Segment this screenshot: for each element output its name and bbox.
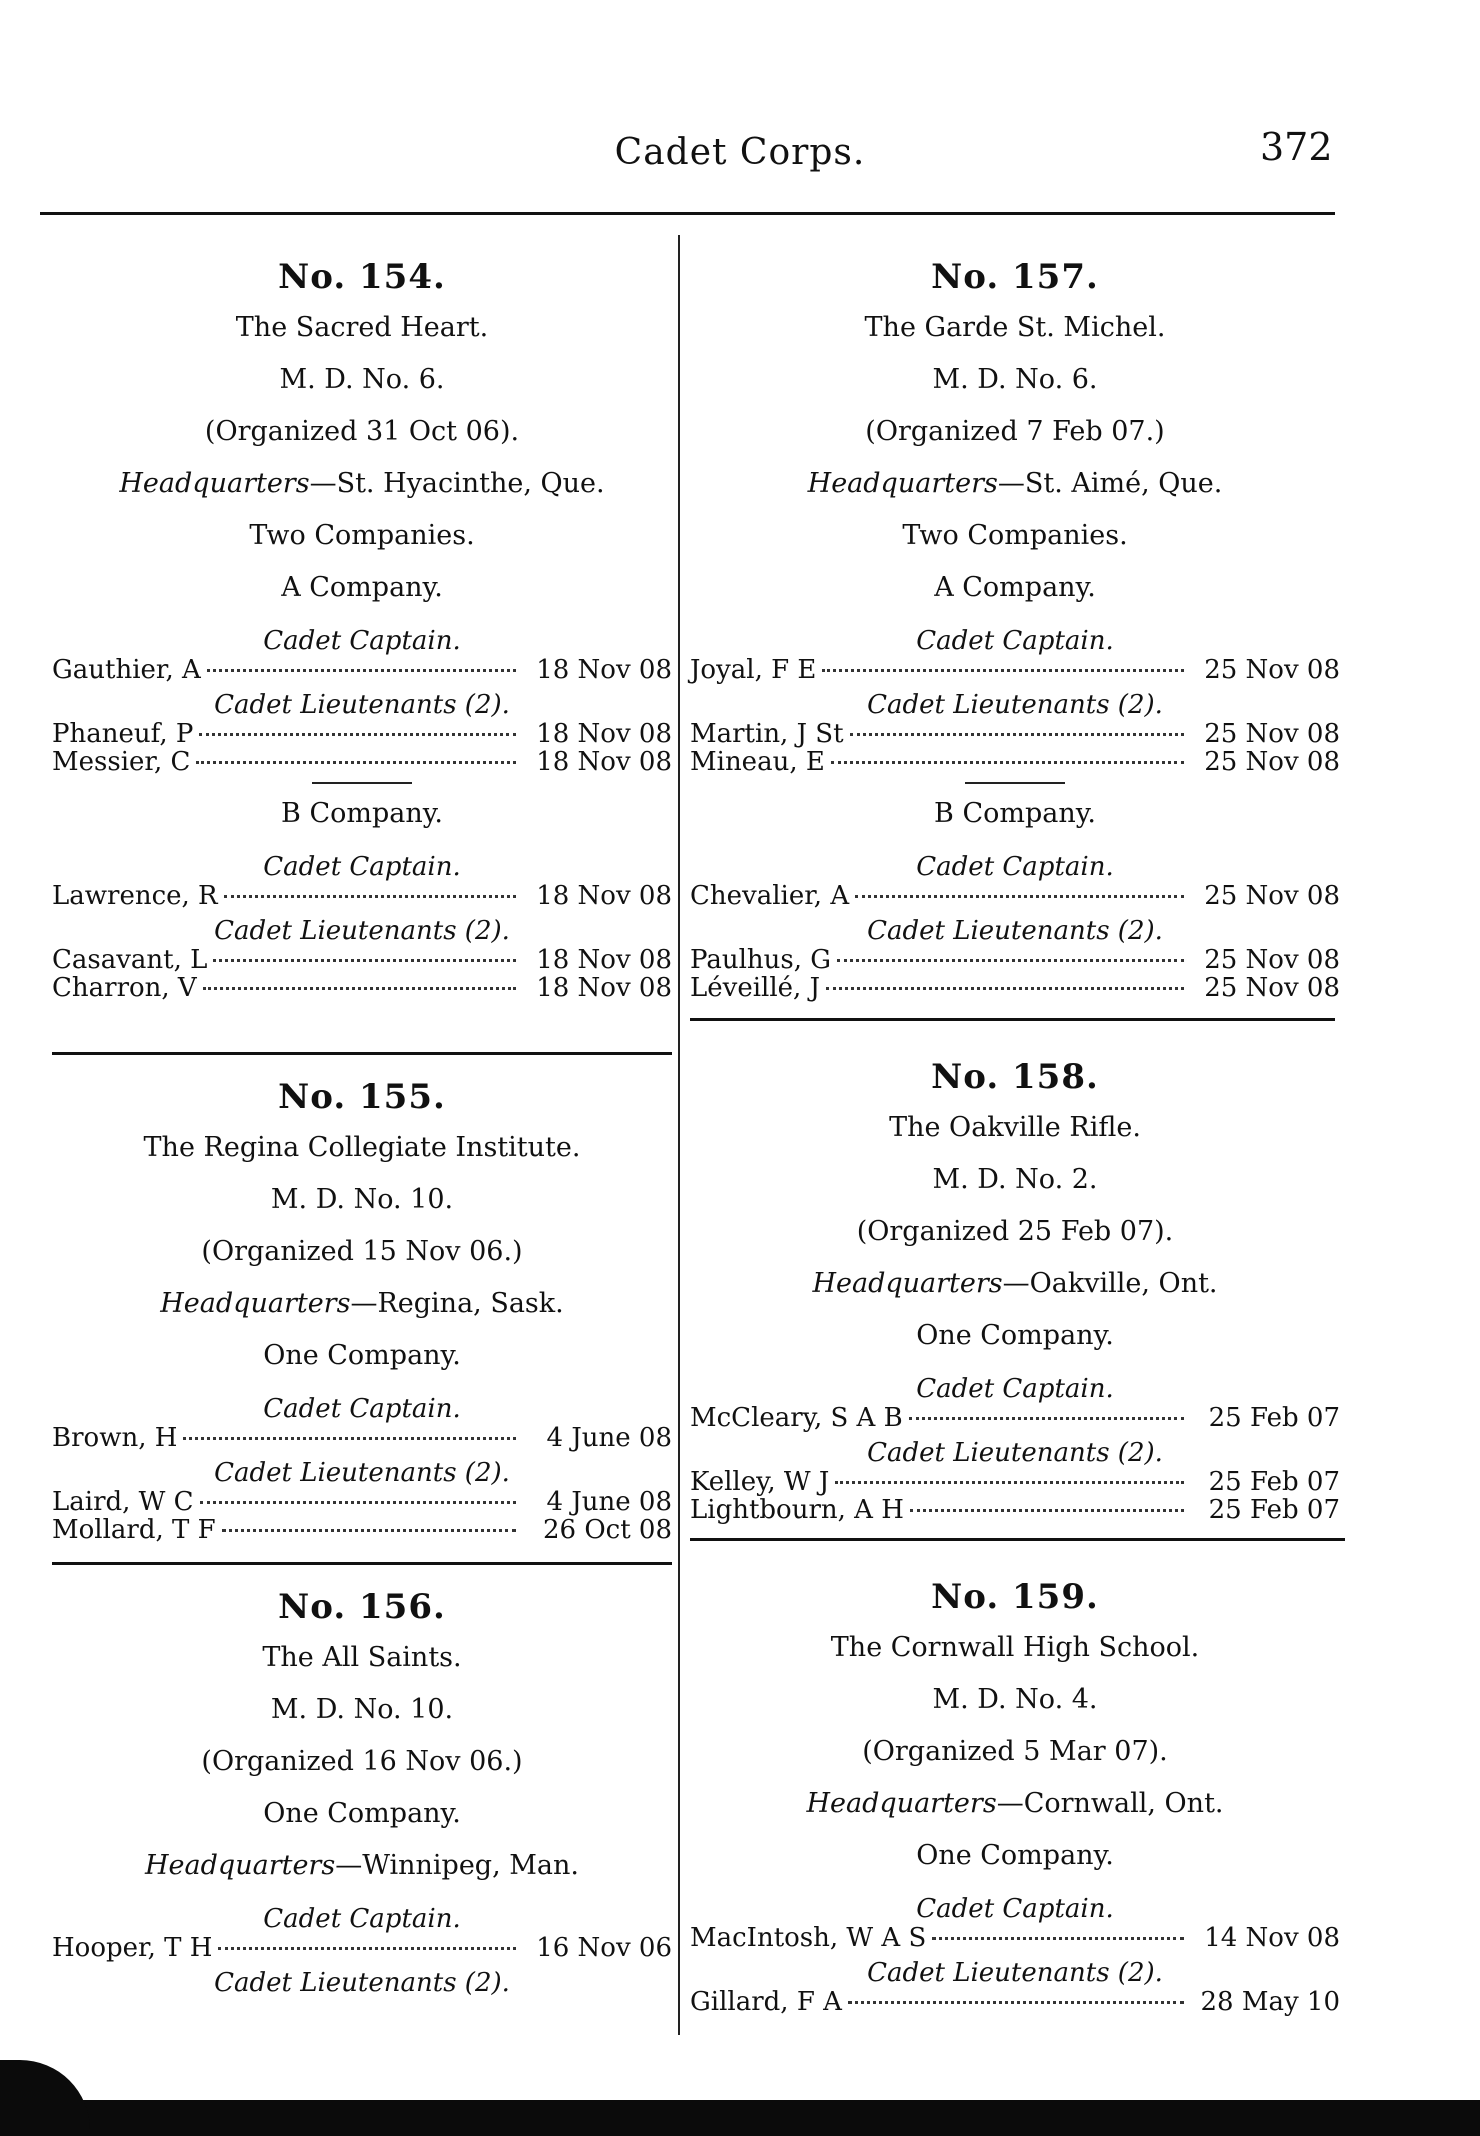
officer-name: Gauthier, A — [52, 655, 201, 685]
officer-row — [52, 1424, 672, 1452]
corps-name: The Cornwall High School. — [830, 1632, 1200, 1663]
officer-date: 25 Nov 08 — [1204, 973, 1340, 1003]
dot-leader — [837, 959, 1184, 962]
officer-row — [52, 946, 672, 974]
headquarters-value: —St. Hyacinthe, Que. — [309, 468, 605, 499]
officer-row — [52, 1488, 672, 1516]
scan-corner-shadow — [0, 2060, 90, 2136]
officer-name: Charron, V — [52, 973, 197, 1003]
headquarters-value: —Cornwall, Ont. — [996, 1788, 1224, 1819]
officer-date: 18 Nov 08 — [536, 747, 672, 777]
officer-name: Mineau, E — [690, 747, 825, 777]
rank-heading: Cadet Captain. — [263, 852, 461, 882]
officer-row — [690, 1404, 1340, 1432]
officer-date: 18 Nov 08 — [536, 945, 672, 975]
corps-entry — [52, 252, 672, 1002]
headquarters — [52, 464, 672, 516]
officer-date: 18 Nov 08 — [536, 973, 672, 1003]
officer-row — [52, 720, 672, 748]
rank-heading: Cadet Lieutenants (2). — [867, 1438, 1163, 1468]
headquarters — [52, 1846, 672, 1898]
rank-heading: Cadet Lieutenants (2). — [867, 916, 1163, 946]
headquarters — [690, 464, 1340, 516]
military-district: M. D. No. 6. — [279, 364, 445, 395]
section-rule — [690, 1538, 1345, 1541]
officer-name: Léveillé, J — [690, 973, 821, 1003]
officer-date: 14 Nov 08 — [1204, 1923, 1340, 1953]
corps-entry — [690, 1572, 1340, 2016]
organized-date: (Organized 7 Feb 07.) — [865, 416, 1165, 447]
dot-leader — [224, 895, 516, 898]
company-heading: B Company. — [281, 798, 443, 829]
scan-edge-shadow — [0, 2100, 1480, 2136]
dot-leader — [199, 733, 516, 736]
officer-name: Phaneuf, P — [52, 719, 194, 749]
company-separator — [965, 782, 1065, 784]
corps-number: No. 155. — [278, 1077, 446, 1117]
section-rule — [690, 1018, 1335, 1021]
dot-leader — [207, 669, 516, 672]
officer-date: 25 Nov 08 — [1204, 747, 1340, 777]
organized-date: (Organized 25 Feb 07). — [856, 1216, 1174, 1247]
rank-heading: Cadet Lieutenants (2). — [214, 690, 510, 720]
officer-name: MacIntosh, W A S — [690, 1923, 927, 1953]
organized-date: (Organized 15 Nov 06.) — [201, 1236, 523, 1267]
rank-heading: Cadet Lieutenants (2). — [214, 916, 510, 946]
officer-date: 25 Feb 07 — [1208, 1403, 1340, 1433]
company-count: One Company. — [263, 1340, 461, 1371]
officer-row — [690, 882, 1340, 910]
officer-row — [690, 656, 1340, 684]
officer-row — [690, 1924, 1340, 1952]
dot-leader — [848, 2001, 1184, 2004]
officer-name: Brown, H — [52, 1423, 178, 1453]
dot-leader — [826, 987, 1184, 990]
dot-leader — [196, 761, 516, 764]
officer-row — [690, 748, 1340, 776]
officer-date: 28 May 10 — [1200, 1987, 1340, 2017]
dot-leader — [835, 1481, 1184, 1484]
headquarters-label: Headquarters — [119, 468, 310, 499]
headquarters-value: —Winnipeg, Man. — [335, 1850, 579, 1881]
officer-row — [52, 1934, 672, 1962]
company-heading: A Company. — [934, 572, 1096, 603]
section-rule — [52, 1052, 672, 1055]
officer-name: Hooper, T H — [52, 1933, 213, 1963]
dot-leader — [932, 1937, 1184, 1940]
officer-row — [690, 1496, 1340, 1524]
rank-heading: Cadet Captain. — [916, 852, 1114, 882]
corps-name: The Regina Collegiate Institute. — [143, 1132, 581, 1163]
corps-entry — [52, 1072, 672, 1544]
rank-heading: Cadet Captain. — [263, 1394, 461, 1424]
column-divider — [678, 235, 680, 2035]
company-count: Two Companies. — [249, 520, 475, 551]
dot-leader — [218, 1947, 516, 1950]
section-rule — [52, 1562, 672, 1565]
officer-name: Martin, J St — [690, 719, 844, 749]
military-district: M. D. No. 4. — [932, 1684, 1098, 1715]
page-number: 372 — [1260, 125, 1333, 169]
company-separator — [312, 782, 412, 784]
headquarters-label: Headquarters — [160, 1288, 351, 1319]
headquarters — [690, 1784, 1340, 1836]
dot-leader — [910, 1509, 1184, 1512]
headquarters-label: Headquarters — [807, 468, 998, 499]
dot-leader — [909, 1417, 1184, 1420]
company-count: One Company. — [916, 1840, 1114, 1871]
dot-leader — [822, 669, 1184, 672]
dot-leader — [183, 1437, 516, 1440]
corps-name: The Garde St. Michel. — [864, 312, 1166, 343]
corps-number: No. 158. — [931, 1057, 1099, 1097]
company-heading: A Company. — [281, 572, 443, 603]
officer-row — [690, 1988, 1340, 2016]
company-heading: B Company. — [934, 798, 1096, 829]
officer-name: Joyal, F E — [690, 655, 817, 685]
military-district: M. D. No. 6. — [932, 364, 1098, 395]
rank-heading: Cadet Lieutenants (2). — [867, 690, 1163, 720]
headquarters — [52, 1284, 672, 1336]
headquarters-label: Headquarters — [145, 1850, 336, 1881]
officer-date: 16 Nov 06 — [536, 1933, 672, 1963]
officer-name: Messier, C — [52, 747, 191, 777]
officer-row — [690, 946, 1340, 974]
headquarters-label: Headquarters — [806, 1788, 997, 1819]
company-count: Two Companies. — [902, 520, 1128, 551]
officer-date: 4 June 08 — [546, 1487, 672, 1517]
officer-row — [690, 720, 1340, 748]
officer-row — [52, 656, 672, 684]
officer-row — [690, 974, 1340, 1002]
organized-date: (Organized 16 Nov 06.) — [201, 1746, 523, 1777]
headquarters — [690, 1264, 1340, 1316]
officer-name: McCleary, S A B — [690, 1403, 903, 1433]
officer-name: Lawrence, R — [52, 881, 218, 911]
officer-date: 25 Nov 08 — [1204, 655, 1340, 685]
officer-name: Kelley, W J — [690, 1467, 830, 1497]
officer-row — [52, 882, 672, 910]
officer-name: Laird, W C — [52, 1487, 194, 1517]
dot-leader — [831, 761, 1184, 764]
dot-leader — [222, 1529, 516, 1532]
officer-date: 4 June 08 — [546, 1423, 672, 1453]
officer-row — [52, 748, 672, 776]
corps-entry — [52, 1582, 672, 1998]
headquarters-value: —Regina, Sask. — [350, 1288, 564, 1319]
officer-date: 25 Nov 08 — [1204, 719, 1340, 749]
dot-leader — [855, 895, 1184, 898]
company-count: One Company. — [916, 1320, 1114, 1351]
organized-date: (Organized 5 Mar 07). — [862, 1736, 1168, 1767]
corps-number: No. 159. — [931, 1577, 1099, 1617]
officer-name: Chevalier, A — [690, 881, 850, 911]
corps-name: The Oakville Rifle. — [889, 1112, 1141, 1143]
corps-name: The All Saints. — [262, 1642, 462, 1673]
military-district: M. D. No. 2. — [932, 1164, 1098, 1195]
officer-date: 25 Nov 08 — [1204, 945, 1340, 975]
rank-heading: Cadet Captain. — [263, 1904, 461, 1934]
corps-entry — [690, 1052, 1340, 1524]
rank-heading: Cadet Captain. — [916, 1374, 1114, 1404]
dot-leader — [203, 987, 516, 990]
dot-leader — [200, 1501, 516, 1504]
military-district: M. D. No. 10. — [270, 1184, 454, 1215]
officer-date: 25 Feb 07 — [1208, 1467, 1340, 1497]
rank-heading: Cadet Captain. — [916, 626, 1114, 656]
header-rule — [40, 212, 1335, 215]
corps-name: The Sacred Heart. — [235, 312, 489, 343]
corps-number: No. 156. — [278, 1587, 446, 1627]
company-count: One Company. — [263, 1798, 461, 1829]
officer-name: Casavant, L — [52, 945, 208, 975]
officer-date: 18 Nov 08 — [536, 881, 672, 911]
officer-date: 26 Oct 08 — [542, 1515, 672, 1545]
officer-row — [52, 974, 672, 1002]
officer-name: Paulhus, G — [690, 945, 832, 975]
dot-leader — [213, 959, 516, 962]
officer-name: Lightbourn, A H — [690, 1495, 904, 1525]
corps-entry — [690, 252, 1340, 1002]
officer-date: 25 Feb 07 — [1208, 1495, 1340, 1525]
headquarters-value: —St. Aimé, Que. — [997, 468, 1223, 499]
page-title: Cadet Corps. — [614, 132, 866, 173]
organized-date: (Organized 31 Oct 06). — [204, 416, 520, 447]
officer-row — [52, 1516, 672, 1544]
rank-heading: Cadet Captain. — [263, 626, 461, 656]
officer-date: 25 Nov 08 — [1204, 881, 1340, 911]
officer-row — [690, 1468, 1340, 1496]
headquarters-label: Headquarters — [812, 1268, 1003, 1299]
rank-heading: Cadet Lieutenants (2). — [867, 1958, 1163, 1988]
dot-leader — [850, 733, 1184, 736]
officer-name: Mollard, T F — [52, 1515, 216, 1545]
officer-date: 18 Nov 08 — [536, 719, 672, 749]
officer-date: 18 Nov 08 — [536, 655, 672, 685]
military-district: M. D. No. 10. — [270, 1694, 454, 1725]
corps-number: No. 157. — [931, 257, 1099, 297]
officer-name: Gillard, F A — [690, 1987, 842, 2017]
rank-heading: Cadet Lieutenants (2). — [214, 1458, 510, 1488]
rank-heading: Cadet Lieutenants (2). — [214, 1968, 510, 1998]
headquarters-value: —Oakville, Ont. — [1002, 1268, 1218, 1299]
rank-heading: Cadet Captain. — [916, 1894, 1114, 1924]
corps-number: No. 154. — [278, 257, 446, 297]
